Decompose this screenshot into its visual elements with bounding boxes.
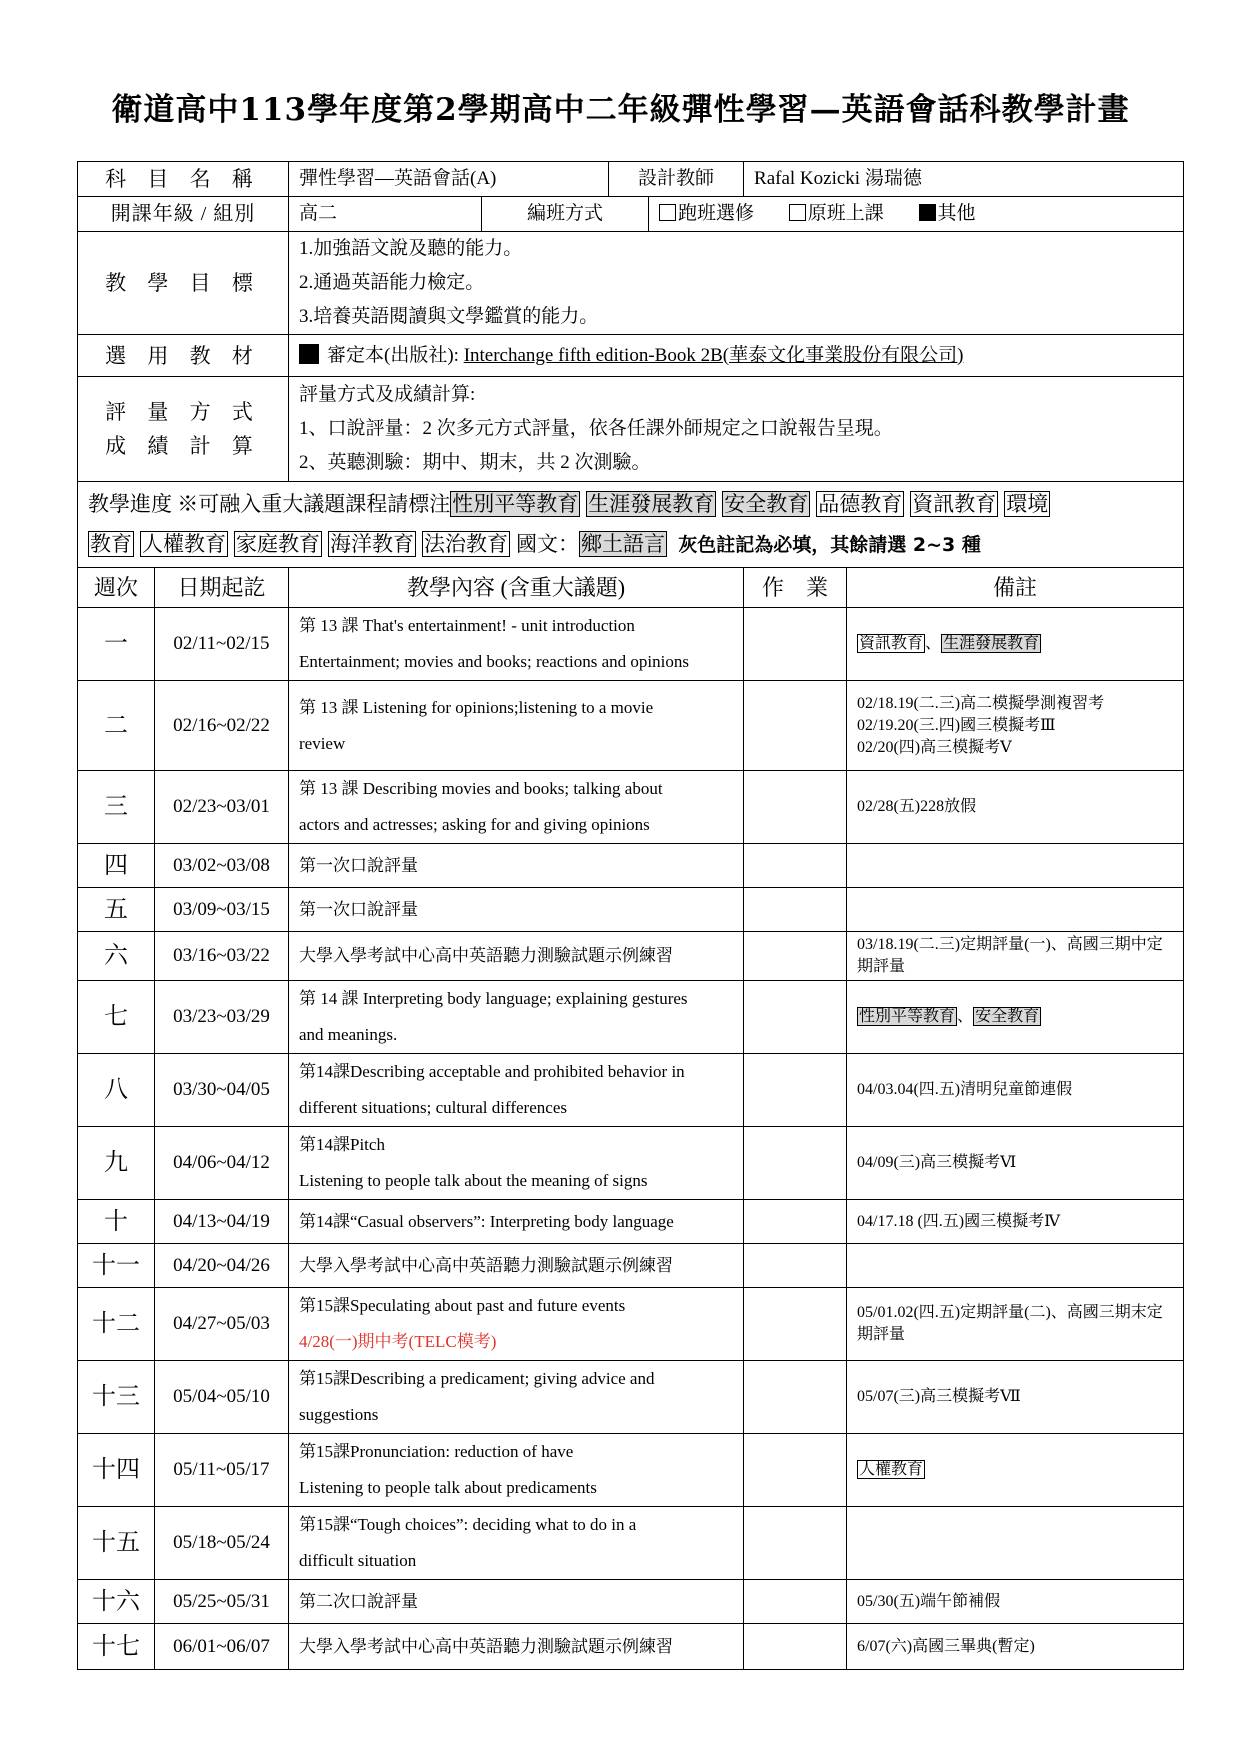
topic-tag: 性別平等教育 <box>452 492 579 516</box>
remark-cell <box>847 1624 1184 1670</box>
homework-cell <box>744 932 847 981</box>
remark-line: 04/17.18 (四.五)國三模擬考Ⅳ <box>857 1212 1061 1230</box>
goal-list <box>289 232 1184 335</box>
content-line: Listening to people talk about the meaning of signs <box>299 1171 648 1190</box>
checked-square-icon <box>299 344 319 364</box>
content-cell <box>289 1361 744 1434</box>
goal-item: 3.培養英語閱讀與文學鑑賞的能力。 <box>299 306 599 327</box>
content-line: Entertainment; movies and books; reactions and opinions <box>299 652 689 671</box>
content-cell <box>289 771 744 844</box>
material-label: 選 用 教 材 <box>78 335 289 377</box>
remark-cell <box>847 1288 1184 1361</box>
topic-tag: 海洋教育 <box>330 532 414 556</box>
homework-cell <box>744 681 847 771</box>
remark-cell <box>847 681 1184 771</box>
content-line: 第 14 課 Interpreting body language; explaining gestures <box>299 989 688 1008</box>
eval-label: 評 量 方 式 成 績 計 算 <box>78 377 289 482</box>
content-line: 第14課Describing acceptable and prohibited behavior in <box>299 1062 685 1081</box>
course-plan-table <box>77 161 1184 1670</box>
date-cell: 05/04~05/10 <box>155 1361 289 1434</box>
date-cell: 03/30~04/05 <box>155 1054 289 1127</box>
table-row <box>78 1624 1184 1670</box>
table-row <box>78 1361 1184 1434</box>
homework-cell <box>744 771 847 844</box>
topic-tag: 品德教育 <box>818 492 903 516</box>
content-line: suggestions <box>299 1405 379 1424</box>
content-cell <box>289 608 744 681</box>
date-cell: 02/23~03/01 <box>155 771 289 844</box>
content-line: 第15課Speculating about past and future events <box>299 1296 626 1315</box>
week-cell: 一 <box>78 608 155 681</box>
table-row <box>78 681 1184 771</box>
date-cell: 02/16~02/22 <box>155 681 289 771</box>
table-row <box>78 932 1184 981</box>
exam-note: 4/28(一)期中考(TELC模考) <box>299 1332 497 1351</box>
week-cell: 八 <box>78 1054 155 1127</box>
teacher-value: Rafal Kozicki 湯瑞德 <box>744 162 1184 197</box>
remark-line: 04/09(三)高三模擬考Ⅵ <box>857 1154 1017 1171</box>
content-line: 第15課Pronunciation: reduction of have <box>299 1442 574 1461</box>
remark-cell: 資訊教育 、 生涯發展教育 <box>847 608 1184 681</box>
remark-cell <box>847 1054 1184 1127</box>
remark-cell <box>847 1127 1184 1200</box>
col-date: 日期起訖 <box>155 568 289 608</box>
homework-cell <box>744 1244 847 1288</box>
checkbox-empty-icon <box>659 204 676 221</box>
homework-cell <box>744 1434 847 1507</box>
homework-cell <box>744 1507 847 1580</box>
remark-cell <box>847 1434 1184 1507</box>
content-line: 大學入學考試中心高中英語聽力測驗試題示例練習 <box>299 946 673 965</box>
remark-line: 03/18.19(二.三)定期評量(一)、高國三期中定期評量 <box>857 936 1163 975</box>
week-cell: 四 <box>78 844 155 888</box>
content-cell <box>289 1434 744 1507</box>
table-row <box>78 1200 1184 1244</box>
goal-item: 1.加強語文說及聽的能力。 <box>299 238 523 259</box>
remark-line: 6/07(六)高國三畢典(暫定) <box>857 1637 1035 1655</box>
week-cell: 二 <box>78 681 155 771</box>
remark-cell <box>847 1244 1184 1288</box>
date-cell: 03/02~03/08 <box>155 844 289 888</box>
remark-line: 02/28(五)228放假 <box>857 798 977 815</box>
date-cell: 03/23~03/29 <box>155 981 289 1054</box>
remark-line: 04/03.04(四.五)清明兒童節連假 <box>857 1081 1073 1098</box>
date-cell: 03/16~03/22 <box>155 932 289 981</box>
topic-tag: 安全教育 <box>724 492 809 516</box>
content-line: 第14課Pitch <box>299 1135 385 1154</box>
date-cell: 04/13~04/19 <box>155 1200 289 1244</box>
date-cell: 02/11~02/15 <box>155 608 289 681</box>
grade-value: 高二 <box>289 197 482 232</box>
table-row <box>78 1288 1184 1361</box>
topic-tag: 人權教育 <box>859 1461 924 1478</box>
week-cell: 十三 <box>78 1361 155 1434</box>
content-cell <box>289 1200 744 1244</box>
table-row <box>78 608 1184 681</box>
content-line: Listening to people talk about predicaments <box>299 1478 597 1497</box>
eval-description: 評量方式及成績計算: 1、口說評量：2 次多元方式評量，依各任課外師規定之口說報告呈現。 2、英聽測驗：期中、期末，共 2 次測驗。 <box>289 377 1184 482</box>
goal-item: 2.通過英語能力檢定。 <box>299 272 485 293</box>
class-method-label: 編班方式 <box>482 197 649 232</box>
remark-cell <box>847 932 1184 981</box>
date-cell: 03/09~03/15 <box>155 888 289 932</box>
content-cell <box>289 1507 744 1580</box>
homework-cell <box>744 1200 847 1244</box>
week-cell: 十七 <box>78 1624 155 1670</box>
topic-tag: 環境 <box>1006 492 1049 516</box>
col-remarks: 備註 <box>847 568 1184 608</box>
content-cell <box>289 844 744 888</box>
content-line: and meanings. <box>299 1025 398 1044</box>
remark-cell <box>847 844 1184 888</box>
remark-cell <box>847 1361 1184 1434</box>
week-cell: 十五 <box>78 1507 155 1580</box>
table-row <box>78 1244 1184 1288</box>
topic-tag: 性別平等教育 <box>859 1008 956 1025</box>
homework-cell <box>744 1624 847 1670</box>
remark-cell <box>847 1580 1184 1624</box>
homework-cell <box>744 608 847 681</box>
topic-tag: 生涯發展教育 <box>943 635 1040 652</box>
date-cell: 05/25~05/31 <box>155 1580 289 1624</box>
date-cell: 06/01~06/07 <box>155 1624 289 1670</box>
date-cell: 04/20~04/26 <box>155 1244 289 1288</box>
homework-cell <box>744 1580 847 1624</box>
date-cell: 05/18~05/24 <box>155 1507 289 1580</box>
content-cell <box>289 1288 744 1361</box>
remark-cell: 性別平等教育 、 安全教育 <box>847 981 1184 1054</box>
content-cell <box>289 1624 744 1670</box>
week-cell: 五 <box>78 888 155 932</box>
remark-line: 02/20(四)高三模擬考Ⅴ <box>857 738 1012 756</box>
week-cell: 十四 <box>78 1434 155 1507</box>
table-row <box>78 1580 1184 1624</box>
checkbox-other[interactable]: 其他 <box>919 203 976 224</box>
page-title: 衛道高中113學年度第2學期高中二年級彈性學習—英語會話科教學計畫 <box>111 92 1130 128</box>
content-line: 大學入學考試中心高中英語聽力測驗試題示例練習 <box>299 1255 673 1275</box>
remark-cell <box>847 888 1184 932</box>
remark-line: 05/30(五)端午節補假 <box>857 1592 1001 1610</box>
goal-label: 教 學 目 標 <box>78 232 289 335</box>
date-cell: 05/11~05/17 <box>155 1434 289 1507</box>
remark-line: 05/07(三)高三模擬考Ⅶ <box>857 1388 1021 1405</box>
week-cell: 三 <box>78 771 155 844</box>
week-cell: 十六 <box>78 1580 155 1624</box>
topic-tag: 人權教育 <box>142 532 226 556</box>
content-line: 第15課Describing a predicament; giving advice and <box>299 1369 655 1388</box>
date-cell: 04/06~04/12 <box>155 1127 289 1200</box>
progress-note: 教學進度 ※可融入重大議題課程請標注性別平等教育 生涯發展教育 安全教育 品德教育 資訊教育 環境 教育 人權教育 家庭教育 海洋教育 法治教育 國文：鄉土語言 灰色註記為必填，其餘請選 2~3 種 <box>78 482 1184 568</box>
content-cell <box>289 1054 744 1127</box>
table-row <box>78 1434 1184 1507</box>
topic-tag: 資訊教育 <box>859 635 924 652</box>
content-line: 第一次口說評量 <box>299 899 418 919</box>
homework-cell <box>744 1127 847 1200</box>
content-line: 第 13 課 Listening for opinions;listening to a movie <box>299 697 654 717</box>
teacher-label: 設計教師 <box>609 162 744 197</box>
week-cell: 十一 <box>78 1244 155 1288</box>
material-value: 審定本(出版社): Interchange fifth edition-Book 2B(華泰文化事業股份有限公司) <box>289 335 1184 377</box>
content-line: 大學入學考試中心高中英語聽力測驗試題示例練習 <box>299 1636 673 1656</box>
content-cell <box>289 981 744 1054</box>
grade-label: 開課年級 / 組別 <box>78 197 289 232</box>
table-row <box>78 1507 1184 1580</box>
homework-cell <box>744 1054 847 1127</box>
content-cell <box>289 932 744 981</box>
table-row <box>78 1054 1184 1127</box>
topic-tag: 安全教育 <box>975 1008 1040 1025</box>
class-method-options <box>649 197 1184 232</box>
remark-line: 05/01.02(四.五)定期評量(二)、高國三期末定期評量 <box>857 1304 1163 1343</box>
checkbox-checked-icon <box>919 204 936 221</box>
topic-tag: 生涯發展教育 <box>588 492 715 516</box>
material-title: Interchange fifth edition-Book 2B(華泰文化事業股份有限公司) <box>463 344 964 366</box>
content-line: 第 13 課 Describing movies and books; talking about <box>299 779 663 798</box>
content-line: 第 13 課 That's entertainment! - unit introduction <box>299 616 635 635</box>
topic-tag: 教育 <box>90 532 132 556</box>
homework-cell <box>744 1361 847 1434</box>
content-line: different situations; cultural differences <box>299 1098 567 1117</box>
subject-label: 科 目 名 稱 <box>78 162 289 197</box>
required-note: 灰色註記為必填，其餘請選 2~3 種 <box>678 534 981 556</box>
checkbox-empty-icon <box>789 204 806 221</box>
content-cell <box>289 681 744 771</box>
col-week: 週次 <box>78 568 155 608</box>
content-cell <box>289 1244 744 1288</box>
subject-value: 彈性學習—英語會話(A) <box>289 162 609 197</box>
topic-tag: 法治教育 <box>424 532 508 556</box>
week-cell: 十二 <box>78 1288 155 1361</box>
table-row <box>78 888 1184 932</box>
homework-cell <box>744 844 847 888</box>
topic-tag: 資訊教育 <box>912 492 997 516</box>
table-row <box>78 1127 1184 1200</box>
week-cell: 九 <box>78 1127 155 1200</box>
col-content: 教學內容 (含重大議題) <box>289 568 744 608</box>
remark-cell <box>847 1507 1184 1580</box>
content-line: 第15課“Tough choices”: deciding what to do in a <box>299 1515 637 1534</box>
topic-tag: 家庭教育 <box>236 532 320 556</box>
content-line: actors and actresses; asking for and giving opinions <box>299 815 650 834</box>
content-cell <box>289 1127 744 1200</box>
table-row <box>78 981 1184 1054</box>
col-homework: 作 業 <box>744 568 847 608</box>
homework-cell <box>744 981 847 1054</box>
content-line: difficult situation <box>299 1551 417 1570</box>
checkbox-mobile[interactable]: 跑班選修 <box>659 203 754 224</box>
remark-cell <box>847 1200 1184 1244</box>
table-row <box>78 844 1184 888</box>
content-line: review <box>299 733 346 753</box>
date-cell: 04/27~05/03 <box>155 1288 289 1361</box>
content-cell <box>289 888 744 932</box>
remark-line: 02/19.20(三.四)國三模擬考Ⅲ <box>857 716 1056 734</box>
table-row <box>78 771 1184 844</box>
remark-line: 02/18.19(二.三)高二模擬學測複習考 <box>857 694 1105 712</box>
content-cell <box>289 1580 744 1624</box>
checkbox-original[interactable]: 原班上課 <box>789 203 884 224</box>
remark-cell <box>847 771 1184 844</box>
homework-cell <box>744 1288 847 1361</box>
week-cell: 十 <box>78 1200 155 1244</box>
week-cell: 七 <box>78 981 155 1054</box>
homework-cell <box>744 888 847 932</box>
week-cell: 六 <box>78 932 155 981</box>
content-line: 第二次口說評量 <box>299 1591 418 1611</box>
content-line: 第14課“Casual observers”: Interpreting body language <box>299 1211 674 1231</box>
topic-tag: 鄉土語言 <box>581 532 665 556</box>
content-line: 第一次口說評量 <box>299 855 418 875</box>
